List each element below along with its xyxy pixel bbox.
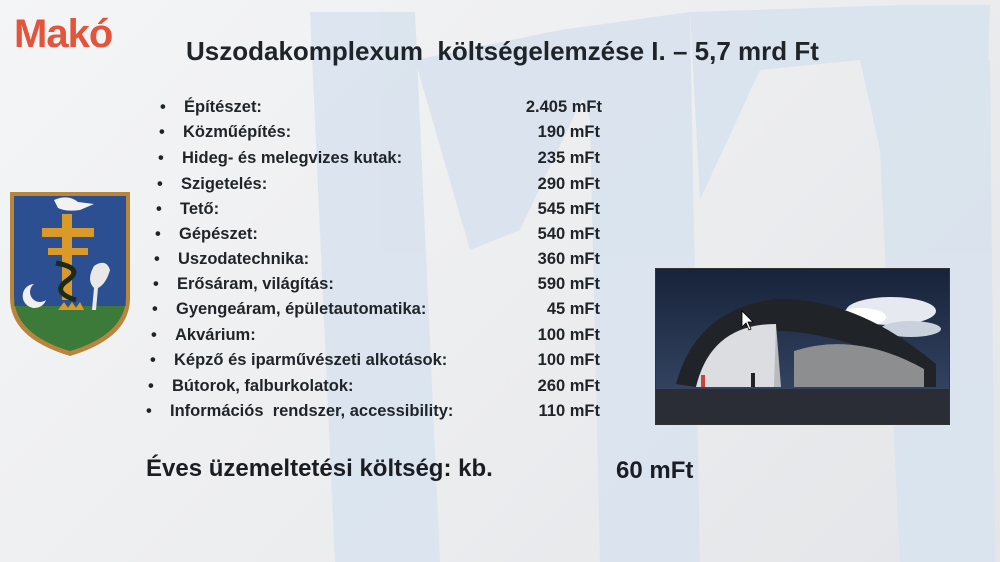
list-item (146, 402, 600, 426)
bullet-icon: • (157, 175, 163, 193)
item-label: Közműépítés: (183, 123, 292, 141)
item-value: 45 mFt (546, 300, 600, 318)
item-label: Gépészet: (179, 225, 258, 243)
bullet-icon: • (150, 351, 156, 369)
item-label: Uszodatechnika: (178, 250, 310, 268)
bullet-icon: • (158, 149, 164, 167)
item-value: 110 mFt (538, 402, 600, 420)
bullet-icon: • (146, 402, 152, 420)
item-label: Gyengeáram, épületautomatika: (176, 300, 427, 318)
item-value: 100 mFt (537, 351, 600, 369)
item-label: Bútorok, falburkolatok: (172, 377, 354, 395)
item-label: Szigetelés: (181, 175, 268, 193)
item-value: 360 mFt (537, 250, 600, 268)
bullet-icon: • (155, 225, 161, 243)
list-item (150, 351, 600, 375)
bullet-icon: • (160, 98, 166, 116)
list-item (151, 326, 600, 350)
item-label: Erősáram, világítás: (177, 275, 334, 293)
item-label: Építészet: (184, 98, 262, 116)
list-item (153, 275, 600, 299)
item-label: Hideg- és melegvizes kutak: (182, 149, 403, 167)
annual-cost-value: 60 mFt (616, 457, 694, 484)
item-value: 235 mFt (537, 149, 600, 167)
annual-cost-label: Éves üzemeltetési költség: kb. (146, 455, 493, 482)
item-label: Képző és iparművészeti alkotások: (174, 351, 448, 369)
list-item (156, 200, 600, 224)
bullet-icon: • (152, 300, 158, 318)
item-value: 100 mFt (537, 326, 600, 344)
list-item (152, 300, 600, 324)
list-item (158, 149, 600, 173)
list-item (155, 225, 600, 249)
list-item (157, 175, 600, 199)
bullet-icon: • (148, 377, 154, 395)
item-label: Tető: (180, 200, 220, 218)
item-value: 545 mFt (537, 200, 600, 218)
bullet-icon: • (151, 326, 157, 344)
list-item (159, 123, 600, 147)
item-label: Információs rendszer, accessibility: (170, 402, 454, 420)
item-value: 290 mFt (537, 175, 600, 193)
cost-list (0, 98, 620, 428)
bullet-icon: • (154, 250, 160, 268)
item-value: 590 mFt (537, 275, 600, 293)
bullet-icon: • (159, 123, 165, 141)
item-label: Akvárium: (175, 326, 256, 344)
list-item (154, 250, 600, 274)
bullet-icon: • (156, 200, 162, 218)
item-value: 190 mFt (537, 123, 600, 141)
mako-logo: Makó (14, 12, 113, 56)
bullet-icon: • (153, 275, 159, 293)
building-photo (655, 268, 950, 425)
item-value: 2.405 mFt (525, 98, 602, 116)
list-item (148, 377, 600, 401)
item-value: 540 mFt (537, 225, 600, 243)
list-item (160, 98, 602, 122)
slide-title: Uszodakomplexum költségelemzése I. – 5,7 mrd Ft (186, 36, 819, 66)
item-value: 260 mFt (537, 377, 600, 395)
